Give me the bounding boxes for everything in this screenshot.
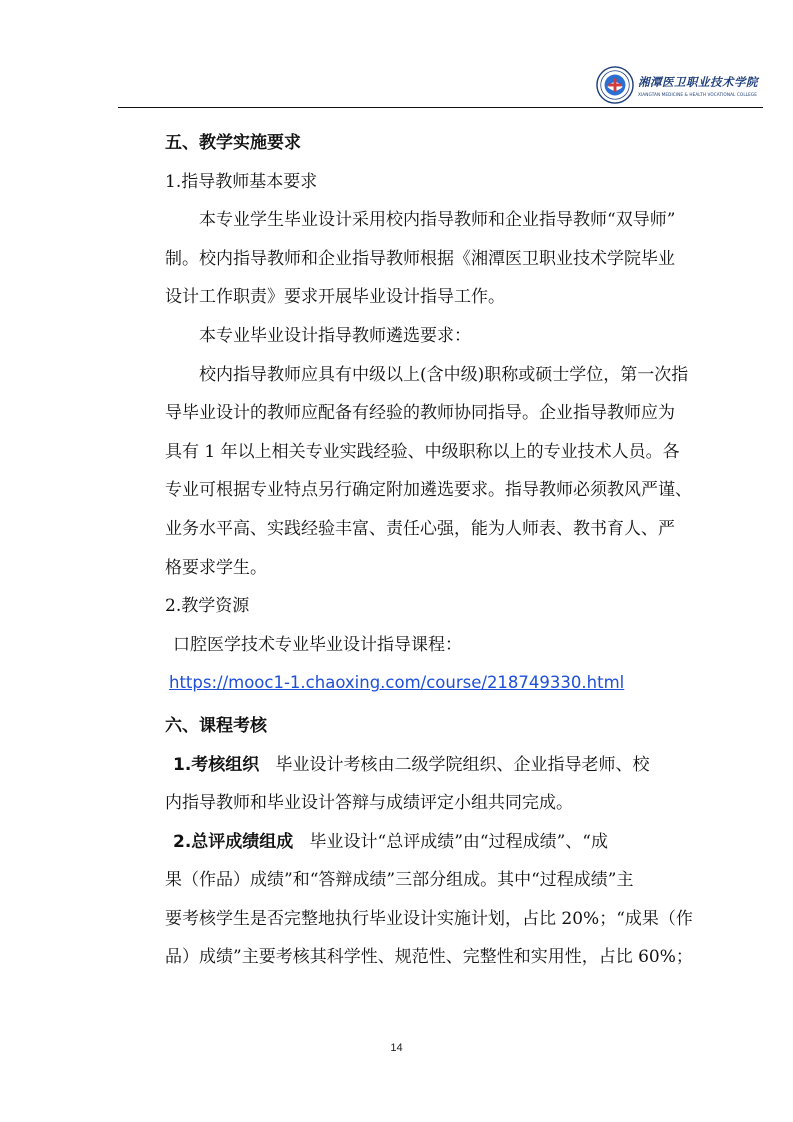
subheading-teaching-resources: 2.教学资源 — [165, 596, 250, 617]
paragraph-line: 业务水平高、实践经验丰富、责任心强，能为人师表、教书育人、严 — [165, 518, 675, 539]
paragraph-line: 口腔医学技术专业毕业设计指导课程： — [173, 634, 462, 655]
paragraph-line: 内指导教师和毕业设计答辩与成绩评定小组共同完成。 — [165, 793, 573, 814]
paragraph-line: 具有 1 年以上相关专业实践经验、中级职称以上的专业技术人员。各 — [165, 441, 680, 462]
paragraph-line: 格要求学生。 — [165, 557, 267, 578]
college-seal-icon — [596, 66, 634, 104]
document-body — [165, 120, 710, 977]
paragraph-line: 品）成绩”主要考核其科学性、规范性、完整性和实用性，占比 60%； — [165, 947, 693, 968]
subheading-instructor-requirements: 1.指导教师基本要求 — [165, 171, 318, 192]
paragraph-line: 校内指导教师应具有中级以上(含中级)职称或硕士学位，第一次指 — [199, 364, 689, 385]
section-heading-5: 五、教学实施要求 — [165, 133, 301, 153]
paragraph-line: 设计工作职责》要求开展毕业设计指导工作。 — [165, 287, 505, 308]
page-header — [0, 0, 793, 118]
header-rule — [118, 107, 763, 108]
logo-english-name: XIANGTAN MEDICINE & HEALTH VOCATIONAL COLLEGE — [638, 91, 758, 97]
paragraph-line: 导毕业设计的教师应配备有经验的教师协同指导。企业指导教师应为 — [165, 403, 675, 424]
college-logo — [596, 64, 766, 106]
paragraph-line: 果（作品）成绩”和“答辩成绩”三部分组成。其中“过程成绩”主 — [165, 870, 634, 891]
paragraph-line: 本专业毕业设计指导教师遴选要求： — [199, 325, 471, 346]
paragraph-line: 毕业设计“总评成绩”由“过程成绩”、“成 — [309, 831, 608, 852]
paragraph-line: 制。校内指导教师和企业指导教师根据《湘潭医卫职业技术学院毕业 — [165, 248, 675, 269]
logo-chinese-name: 湘潭医卫职业技术学院 — [638, 74, 758, 89]
paragraph-line: 本专业学生毕业设计采用校内指导教师和企业指导教师“双导师” — [199, 210, 676, 231]
page-number: 14 — [390, 1042, 403, 1054]
section-heading-6: 六、课程考核 — [165, 715, 267, 736]
paragraph-line: 专业可根据专业特点另行确定附加遴选要求。指导教师必须教风严谨、 — [165, 480, 692, 501]
item-label-total-score: 2.总评成绩组成 — [173, 831, 294, 852]
paragraph-line: 要考核学生是否完整地执行毕业设计实施计划，占比 20%；“成果（作 — [165, 908, 693, 929]
item-label-assessment-organization: 1.考核组织 — [173, 754, 260, 775]
paragraph-line: 毕业设计考核由二级学院组织、企业指导老师、校 — [275, 754, 650, 775]
course-link[interactable]: https://mooc1-1.chaoxing.com/course/218749330.html — [169, 673, 625, 693]
